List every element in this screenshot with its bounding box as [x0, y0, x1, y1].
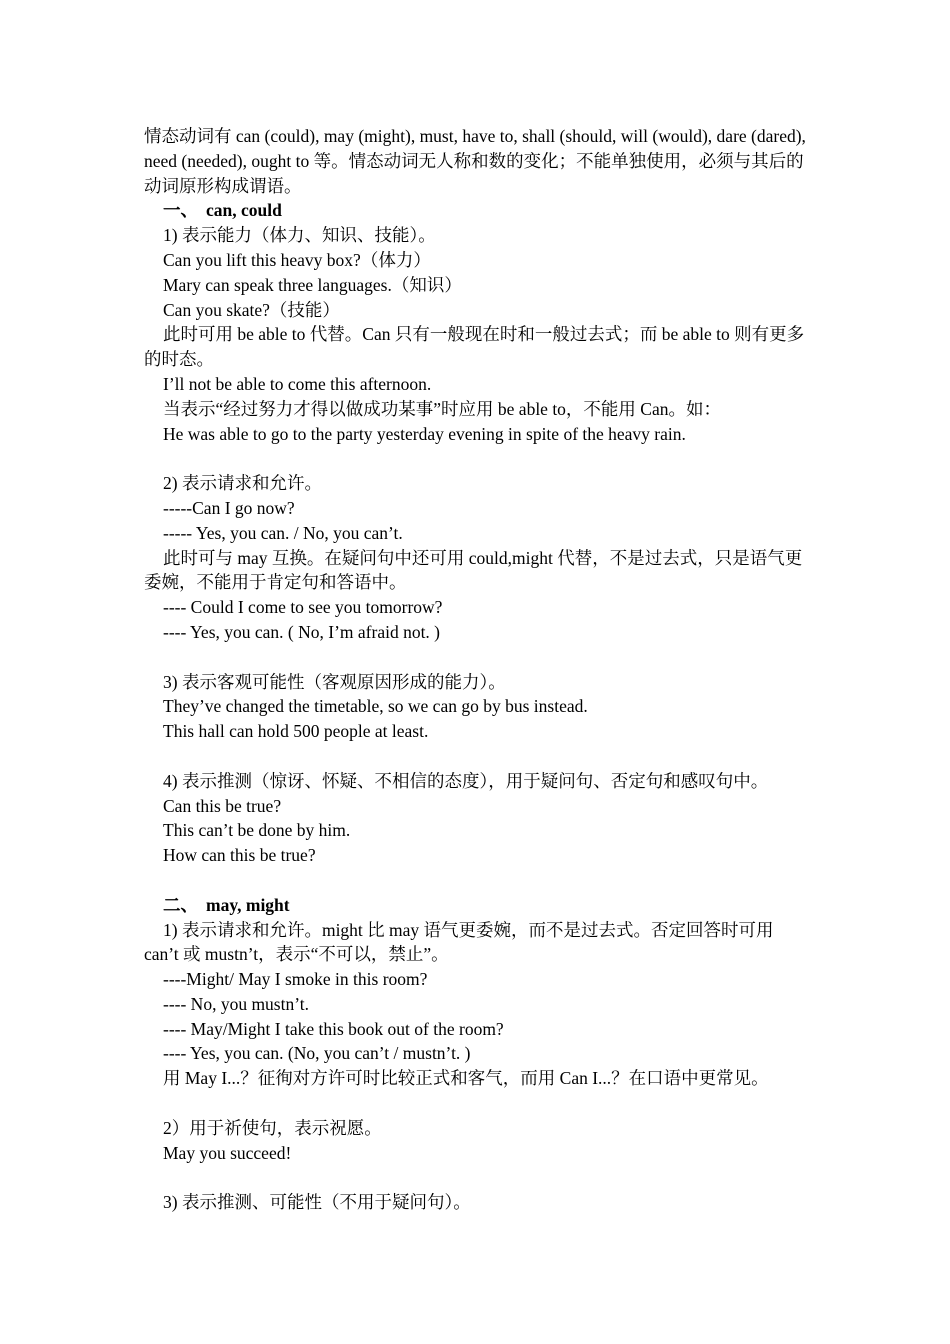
example-sentence: He was able to go to the party yesterday evening in spite of the heavy rain.	[163, 423, 686, 444]
note-paragraph: 当表示“经过努力才得以做成功某事”时应用 be able to，不能用 Can。如：	[163, 398, 721, 419]
blank-line	[144, 868, 812, 893]
point-title: 4) 表示推测（惊讶、怀疑、不相信的态度），用于疑问句、否定句和感叹句中。	[163, 770, 769, 791]
dialogue-line: ---- May/Might I take this book out of the room?	[163, 1018, 504, 1039]
blank-line	[144, 744, 812, 769]
example-sentence: Can you lift this heavy box?（体力）	[163, 249, 431, 270]
example-sentence: How can this be true?	[163, 845, 316, 866]
intro-paragraph: 情态动词有 can (could), may (might), must, have to, shall (should, will (would), dare (dared), need (needed), ought to 等。情态动词无人称和数的变化；不能单独使用，必须与其后的动词原形构成谓语。	[144, 126, 806, 196]
blank-line	[144, 1091, 812, 1116]
dialogue-line: -----Can I go now?	[163, 497, 295, 518]
point-title: 3) 表示客观可能性（客观原因形成的能力）。	[163, 671, 506, 692]
dialogue-line: ---- Yes, you can. ( No, I’m afraid not. )	[163, 621, 441, 642]
blank-line	[144, 1165, 812, 1190]
point-title: 2) 表示请求和允许。	[163, 473, 322, 494]
example-sentence: Can this be true?	[163, 795, 282, 816]
dialogue-line: ---- Could I come to see you tomorrow?	[163, 597, 443, 618]
example-sentence: This can’t be done by him.	[163, 820, 351, 841]
dialogue-line: ---- Yes, you can. (No, you can’t / mustn’t. )	[163, 1043, 471, 1064]
point-title: 1) 表示请求和允许。might 比 may 语气更委婉，而不是过去式。否定回答时可用 can’t 或 mustn’t，表示“不可以，禁止”。	[144, 919, 774, 965]
dialogue-line: ---- No, you mustn’t.	[163, 993, 309, 1014]
dialogue-line: ----- Yes, you can. / No, you can’t.	[163, 522, 403, 543]
document-page	[144, 124, 812, 1215]
section-title: may, might	[206, 894, 290, 915]
point-title: 2）用于祈使句，表示祝愿。	[163, 1117, 382, 1138]
section-heading-may-might	[144, 893, 812, 918]
note-paragraph: 用 May I...？征徇对方许可时比较正式和客气，而用 Can I...？在口语中更常见。	[163, 1068, 769, 1089]
section-number: 二、	[163, 894, 198, 915]
example-sentence: They’ve changed the timetable, so we can go by bus instead.	[163, 696, 588, 717]
blank-line	[144, 645, 812, 670]
section-title: can, could	[206, 200, 282, 221]
example-sentence: Can you skate?（技能）	[163, 299, 340, 320]
example-sentence: This hall can hold 500 people at least.	[163, 721, 429, 742]
point-title: 3) 表示推测、可能性（不用于疑问句）。	[163, 1192, 471, 1213]
blank-line	[144, 446, 812, 471]
example-sentence: I’ll not be able to come this afternoon.	[163, 373, 432, 394]
note-paragraph: 此时可与 may 互换。在疑问句中还可用 could,might 代替，不是过去式，只是语气更委婉，不能用于肯定句和答语中。	[144, 547, 803, 593]
section-heading-can-could	[144, 198, 812, 223]
point-title: 1) 表示能力（体力、知识、技能）。	[163, 225, 436, 246]
dialogue-line: ----Might/ May I smoke in this room?	[163, 969, 428, 990]
example-sentence: May you succeed!	[163, 1142, 292, 1163]
example-sentence: Mary can speak three languages.（知识）	[163, 274, 462, 295]
section-number: 一、	[163, 200, 198, 221]
note-paragraph: 此时可用 be able to 代替。Can 只有一般现在时和一般过去式；而 be able to 则有更多的时态。	[144, 324, 805, 370]
